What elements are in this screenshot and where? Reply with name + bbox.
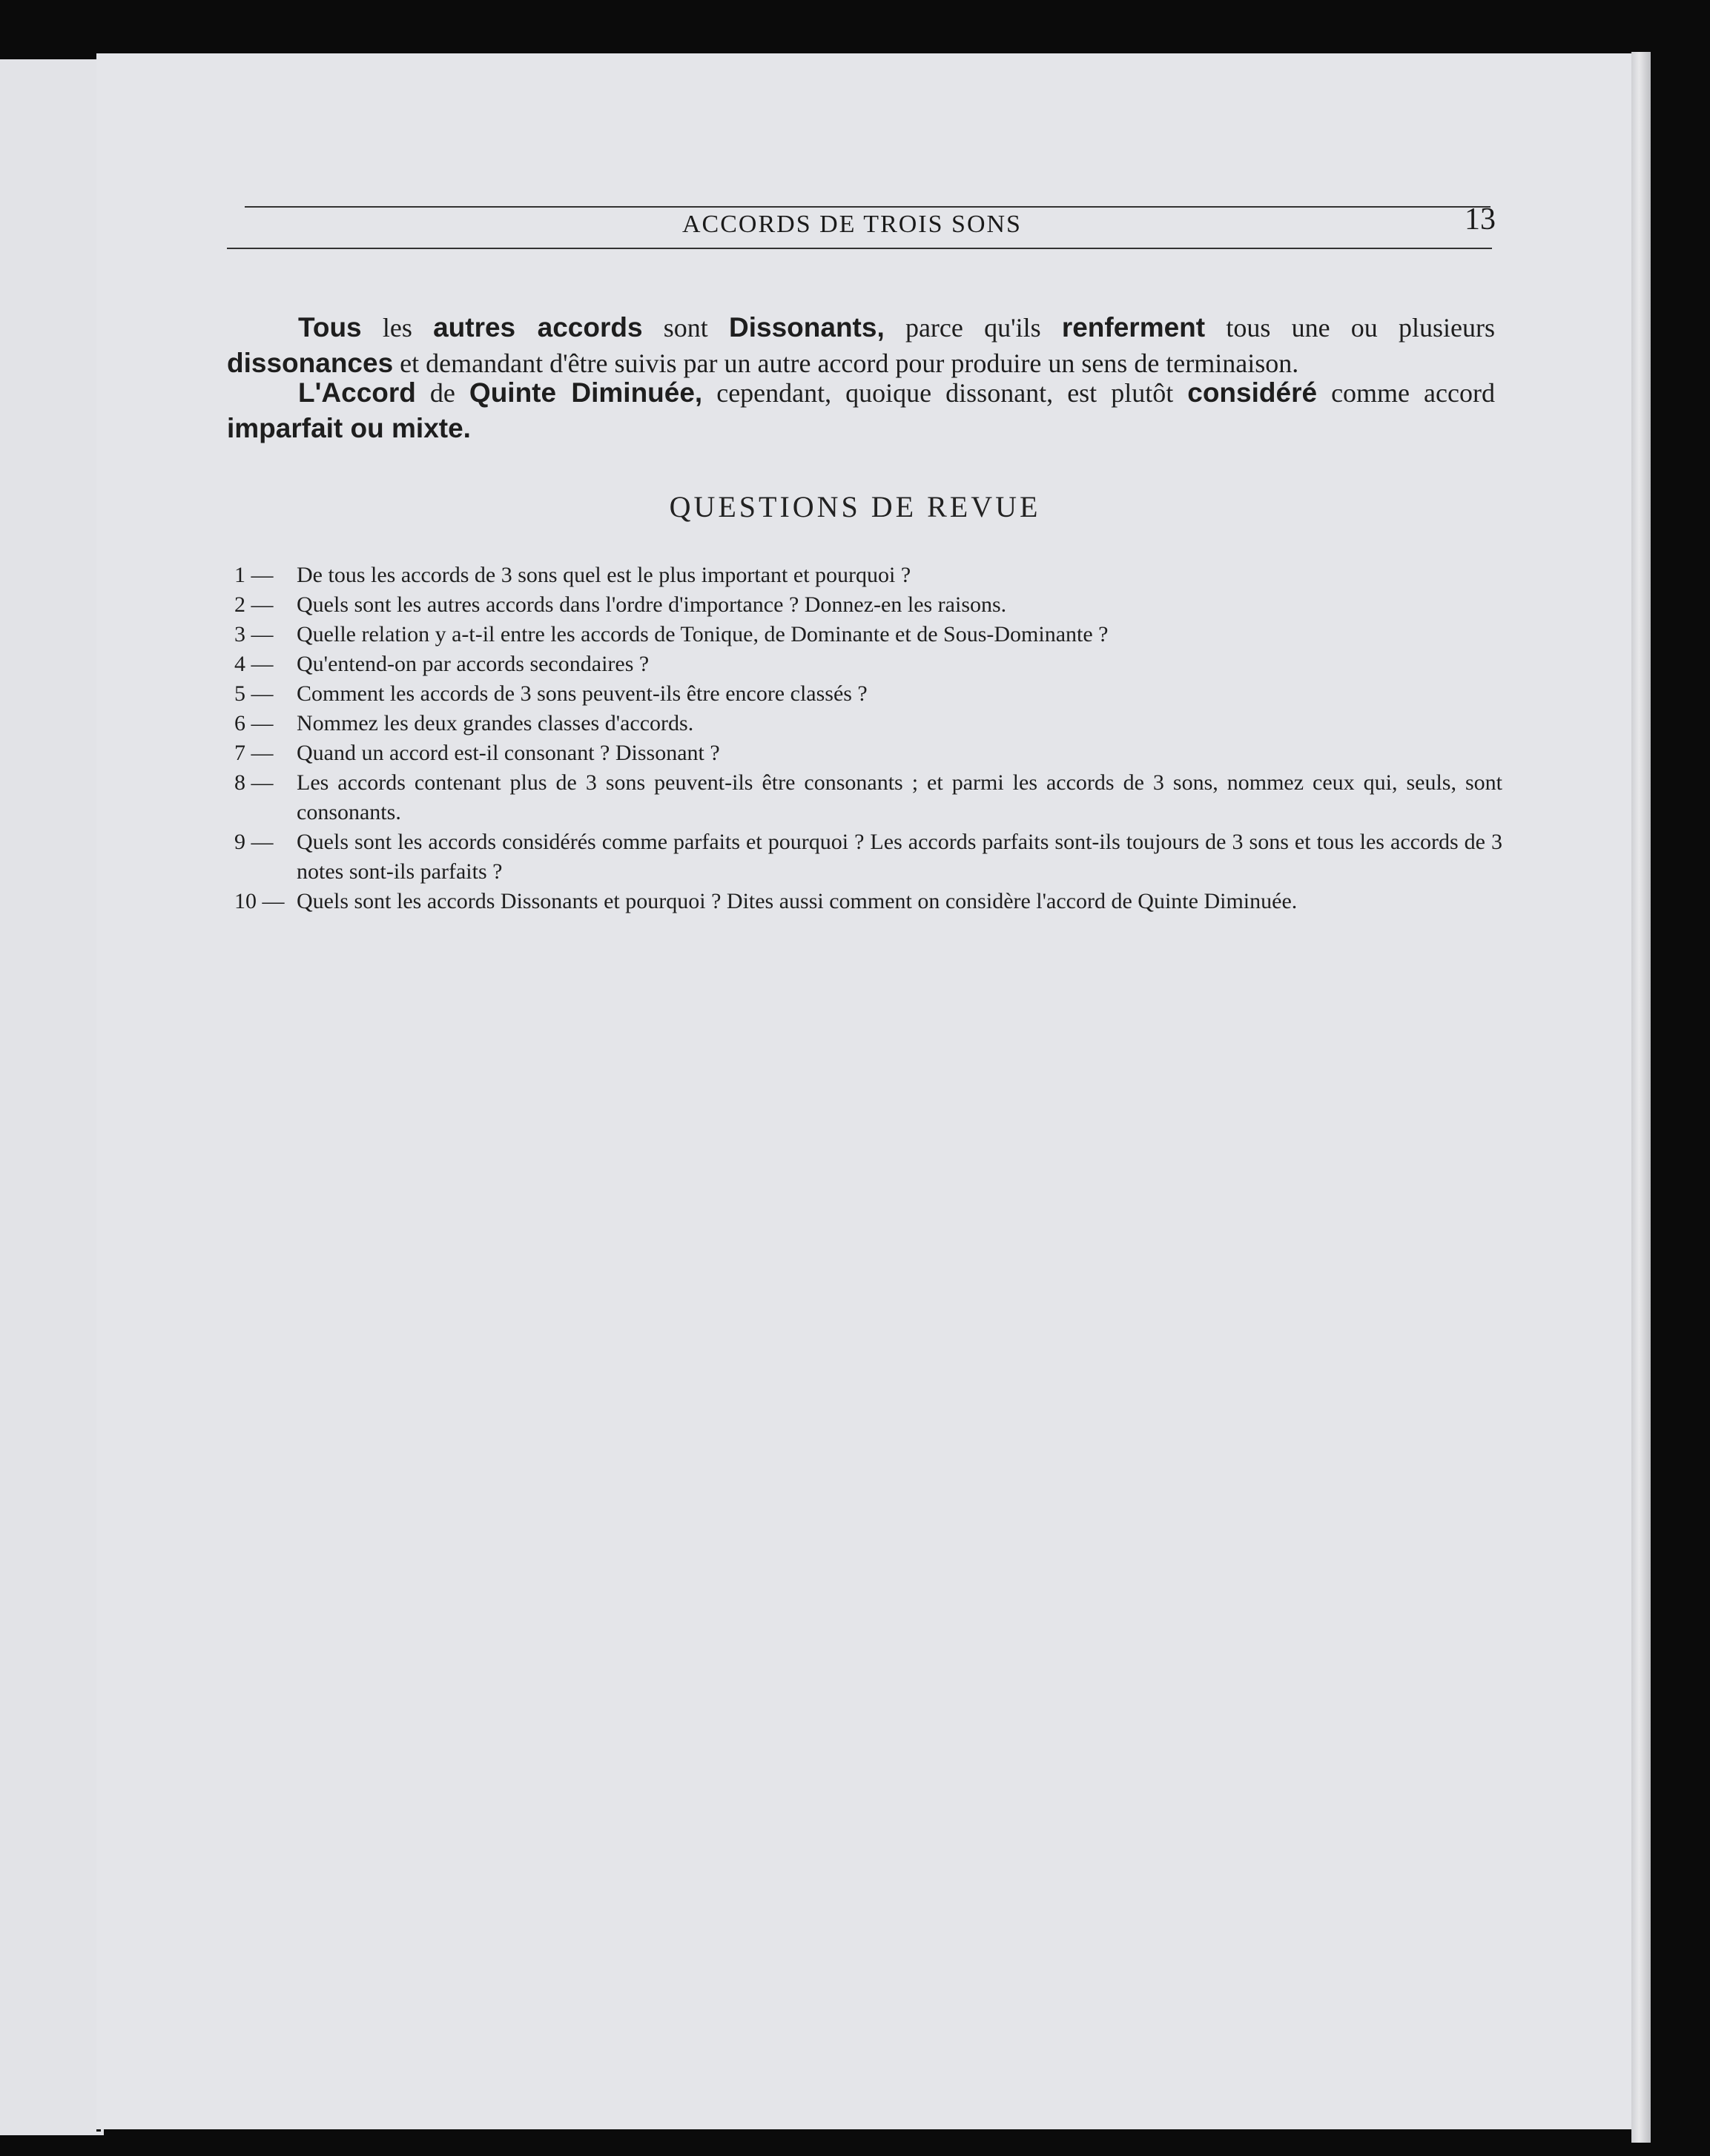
paragraph-dissonant-chords — [227, 310, 1495, 381]
question-number: 8 — — [234, 770, 274, 795]
page-number: 13 — [1465, 202, 1496, 237]
question-text: Nommez les deux grandes classes d'accords. — [297, 711, 694, 735]
text-run: tous une ou plusieurs — [1205, 313, 1495, 343]
text-run: cependant, quoique dissonant, est plutôt — [702, 378, 1188, 408]
question-number: 10 — — [234, 889, 285, 913]
header-rule-top — [245, 206, 1491, 208]
question-item — [234, 620, 1502, 649]
bold-term: autres accords — [433, 312, 643, 343]
question-item — [234, 709, 1502, 738]
question-number: 7 — — [234, 741, 274, 765]
question-text: Qu'entend-on par accords secondaires ? — [297, 652, 650, 676]
text-run: comme accord — [1317, 378, 1495, 408]
question-text: Quelle relation y a-t-il entre les accords de Tonique, de Dominante et de Sous-Dominante ? — [297, 622, 1109, 647]
paragraph-diminished-fifth — [227, 375, 1495, 446]
question-text: Quand un accord est-il consonant ? Dissonant ? — [297, 741, 720, 765]
question-item — [234, 768, 1502, 827]
page-edge-stack — [1631, 52, 1651, 2143]
question-number: 6 — — [234, 711, 274, 735]
question-text: Quels sont les autres accords dans l'ordre d'importance ? Donnez-en les raisons. — [297, 592, 1007, 617]
question-text: Comment les accords de 3 sons peuvent-ils être encore classés ? — [297, 681, 868, 706]
bold-term: dissonances — [227, 348, 394, 378]
bold-term: Quinte Diminuée, — [469, 377, 703, 408]
question-item — [234, 649, 1502, 679]
running-header: ACCORDS DE TROIS SONS — [682, 211, 1022, 238]
question-text: Quels sont les accords considérés comme parfaits et pourquoi ? Les accords parfaits sont-ils toujours de 3 sons et tous les accords de 3 notes sont-ils parfaits ? — [297, 830, 1502, 884]
question-number: 5 — — [234, 681, 274, 706]
text-run: les — [361, 313, 434, 343]
bold-term: L'Accord — [298, 377, 416, 408]
question-item — [234, 887, 1502, 916]
bold-term: imparfait ou mixte. — [227, 413, 471, 443]
text-run: de — [415, 378, 469, 408]
question-text: De tous les accords de 3 sons quel est le plus important et pourquoi ? — [297, 563, 911, 587]
bold-term: Tous — [298, 312, 362, 343]
header-rule-bottom — [227, 248, 1492, 249]
question-item — [234, 590, 1502, 620]
question-item — [234, 679, 1502, 709]
question-number: 4 — — [234, 652, 274, 676]
bold-term: renferment — [1061, 312, 1206, 343]
question-text: Quels sont les accords Dissonants et pourquoi ? Dites aussi comment on considère l'accord de Quinte Diminuée. — [297, 889, 1298, 913]
question-item — [234, 561, 1502, 590]
bold-term: Dissonants, — [729, 312, 885, 343]
question-number: 9 — — [234, 830, 274, 854]
question-item — [234, 738, 1502, 768]
question-number: 3 — — [234, 622, 274, 647]
left-page-edge — [0, 59, 104, 2135]
question-text: Les accords contenant plus de 3 sons peuvent-ils être consonants ; et parmi les accords de 3 sons, nommez ceux qui, seuls, sont consonants. — [297, 770, 1502, 824]
section-title: QUESTIONS DE REVUE — [669, 490, 1041, 523]
question-number: 1 — — [234, 563, 274, 587]
review-questions-list — [234, 561, 1502, 916]
text-run: sont — [642, 313, 730, 343]
bold-term: considéré — [1187, 377, 1318, 408]
question-number: 2 — — [234, 592, 274, 617]
text-run: et demandant d'être suivis par un autre accord pour produire un sens de terminaison. — [393, 348, 1299, 378]
text-run: parce qu'ils — [884, 313, 1062, 343]
question-item — [234, 827, 1502, 887]
